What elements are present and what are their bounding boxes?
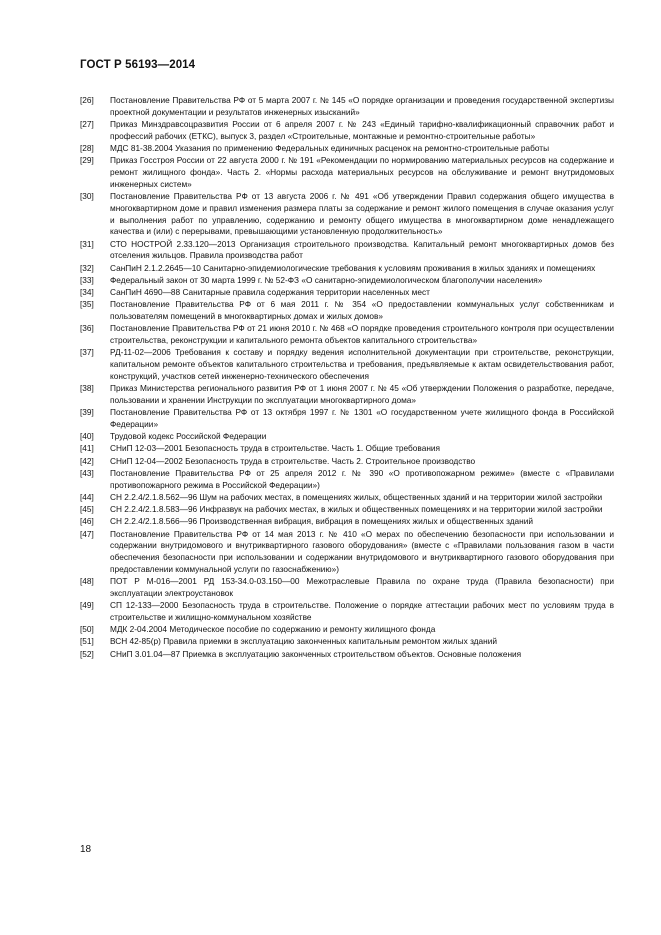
reference-text: Постановление Правительства РФ от 13 августа 2006 г. № 491 «Об утверждении Правил содержания общего имущества в многоквартирном доме и правил изменения размера платы за содержание и ремонт жилого помещения в случае оказания услуг и выполнения работ по управлению, содержанию и ремонту общего имущества в многоквартирном доме ненадлежащего качества и (или) с перерывами, превышающими установленную продолжительность» — [110, 191, 614, 237]
reference-text: Постановление Правительства РФ от 5 марта 2007 г. № 145 «О порядке организации и проведения государственной экспертизы проектной документации и результатов инженерных изысканий» — [110, 95, 614, 117]
reference-item — [80, 347, 614, 382]
reference-item — [80, 492, 614, 504]
reference-item — [80, 576, 614, 600]
reference-number: [48] — [80, 576, 94, 586]
reference-number: [49] — [80, 600, 94, 610]
reference-text: Федеральный закон от 30 марта 1999 г. № 52-ФЗ «О санитарно-эпидемиологическом благополучии населения» — [110, 274, 543, 285]
reference-number: [32] — [80, 262, 94, 273]
reference-number: [34] — [80, 287, 94, 297]
reference-text: Постановление Правительства РФ от 14 мая 2013 г. № 410 «О мерах по обеспечению безопасности при использовании и содержании внутридомового и внутриквартирного газового оборудования» (вместе с «Правилами пользования газом в части обеспечения безопасности при использовании и содержании внутридомового и внутриквартирного газового оборудования при предоставлении коммунальной услуги по газоснабжению») — [110, 528, 614, 574]
reference-text: СанПиН 4690—88 Санитарные правила содержания территории населенных мест — [110, 287, 430, 297]
reference-number: [41] — [80, 443, 94, 454]
reference-item — [80, 299, 614, 323]
reference-number: [43] — [80, 467, 94, 478]
reference-number: [36] — [80, 323, 94, 334]
reference-number: [50] — [80, 624, 94, 634]
reference-item — [80, 95, 614, 119]
reference-item — [80, 119, 614, 143]
reference-item — [80, 443, 614, 455]
reference-text: Приказ Госстроя России от 22 августа 2000 г. № 191 «Рекомендации по нормированию материальных ресурсов на содержание и ремонт жилищного фонда». Часть 2. «Нормы расхода материальных ресурсов на обслуживание и ремонт внутридомовых инженерных систем» — [110, 155, 614, 189]
reference-number: [35] — [80, 299, 94, 310]
reference-text: СНиП 12-03—2001 Безопасность труда в строительстве. Часть 1. Общие требования — [110, 443, 441, 454]
reference-number: [44] — [80, 491, 94, 502]
reference-item — [80, 504, 614, 516]
reference-text: СН 2.2.4/2.1.8.566—96 Производственная вибрация, вибрация в помещениях жилых и общественных зданий — [110, 516, 534, 527]
reference-number: [51] — [80, 636, 94, 647]
reference-text: Приказ Министерства регионального развития РФ от 1 июня 2007 г. № 45 «Об утверждении Положения о разработке, передаче, пользовании и хранении Инструкции по эксплуатации многоквартирного дома» — [110, 383, 614, 405]
reference-item — [80, 431, 614, 443]
reference-list — [80, 95, 614, 660]
reference-number: [26] — [80, 95, 94, 105]
reference-item — [80, 516, 614, 528]
reference-text: СНиП 3.01.04—87 Приемка в эксплуатацию законченных строительством объектов. Основные положения — [110, 648, 522, 659]
reference-text: СН 2.2.4/2.1.8.562—96 Шум на рабочих местах, в помещениях жилых, общественных зданий и на территории жилой застройки — [110, 491, 603, 502]
reference-text: Постановление Правительства РФ от 13 октября 1997 г. № 1301 «О государственном учете жилищного фонда в Российской Федерации» — [110, 407, 614, 429]
reference-item — [80, 529, 614, 576]
reference-text: СТО НОСТРОЙ 2.33.120—2013 Организация строительного производства. Капитальный ремонт многоквартирных домов без отселения жильцов. Правила производства работ — [110, 238, 614, 261]
reference-item — [80, 383, 614, 407]
reference-text: СП 12-133—2000 Безопасность труда в строительстве. Положение о порядке аттестации рабочих мест по условиям труда в строительстве и жилищно-коммунальном хозяйстве — [110, 600, 614, 622]
reference-item — [80, 456, 614, 468]
reference-item — [80, 600, 614, 624]
reference-text: Постановление Правительства РФ от 21 июня 2010 г. № 468 «О порядке проведения строительного контроля при осуществлении строительства, реконструкции и капитального ремонта объектов капитального строительства» — [110, 323, 614, 345]
reference-number: [30] — [80, 191, 94, 201]
reference-item — [80, 143, 614, 155]
reference-item — [80, 287, 614, 299]
reference-text: Трудовой кодекс Российской Федерации — [110, 431, 267, 441]
reference-number: [28] — [80, 143, 94, 153]
reference-item — [80, 191, 614, 238]
reference-text: МДК 2-04.2004 Методическое пособие по содержанию и ремонту жилищного фонда — [110, 624, 436, 634]
reference-text: РД-11-02—2006 Требования к составу и порядку ведения исполнительной документации при строительстве, реконструкции, капитальном ремонте объектов капитального строительства и требования, предъявляемые к актам освидетельствования работ, конструкций, участков сетей инженерно-технического обеспечения — [110, 347, 614, 381]
reference-text: СанПиН 2.1.2.2645—10 Санитарно-эпидемиологические требования к условиям проживания в жилых зданиях и помещениях — [110, 262, 596, 273]
reference-number: [45] — [80, 504, 94, 514]
document-header: ГОСТ Р 56193—2014 — [80, 59, 196, 71]
reference-number: [29] — [80, 155, 94, 166]
reference-number: [31] — [80, 238, 94, 249]
reference-text: Приказ Минздравсоцразвития России от 6 апреля 2007 г. № 243 «Единый тарифно-квалификационный справочник работ и профессий рабочих (ЕТКС), выпуск 3, раздел «Строительные, монтажные и ремонтно-строительные работы» — [110, 119, 614, 141]
reference-number: [38] — [80, 383, 94, 393]
reference-number: [39] — [80, 407, 94, 417]
reference-text: ВСН 42-85(р) Правила приемки в эксплуатацию законченных капитальным ремонтом жилых зданий — [110, 636, 497, 647]
reference-text: СНиП 12-04—2002 Безопасность труда в строительстве. Часть 2. Строительное производство — [110, 455, 476, 466]
reference-item — [80, 275, 614, 287]
reference-item — [80, 239, 614, 263]
reference-item — [80, 155, 614, 190]
reference-item — [80, 636, 614, 648]
reference-item — [80, 624, 614, 636]
reference-number: [42] — [80, 455, 94, 466]
reference-number: [46] — [80, 516, 94, 527]
reference-text: МДС 81-38.2004 Указания по применению Федеральных единичных расценок на ремонтно-строительные работы — [110, 143, 550, 153]
reference-number: [47] — [80, 528, 94, 539]
reference-item — [80, 407, 614, 431]
reference-item — [80, 263, 614, 275]
reference-number: [27] — [80, 119, 94, 129]
reference-item — [80, 468, 614, 492]
reference-number: [33] — [80, 274, 94, 285]
reference-text: Постановление Правительства РФ от 6 мая 2011 г. № 354 «О предоставлении коммунальных услуг собственникам и пользователям помещений в многоквартирных домах и жилых домов» — [110, 299, 614, 321]
reference-number: [40] — [80, 431, 94, 441]
reference-number: [37] — [80, 347, 94, 358]
page-number: 18 — [80, 844, 92, 855]
reference-number: [52] — [80, 648, 94, 659]
reference-item — [80, 649, 614, 661]
reference-item — [80, 323, 614, 347]
reference-text: ПОТ Р М-016—2001 РД 153-34.0-03.150—00 Межотраслевые Правила по охране труда (Правила безопасности) при эксплуатации электроустановок — [110, 576, 614, 598]
reference-text: СН 2.2.4/2.1.8.583—96 Инфразвук на рабочих местах, в жилых и общественных помещениях и на территории жилой застройки — [110, 504, 603, 514]
reference-text: Постановление Правительства РФ от 25 апреля 2012 г. № 390 «О противопожарном режиме» (вместе с «Правилами противопожарного режима в Российской Федерации») — [110, 467, 614, 490]
